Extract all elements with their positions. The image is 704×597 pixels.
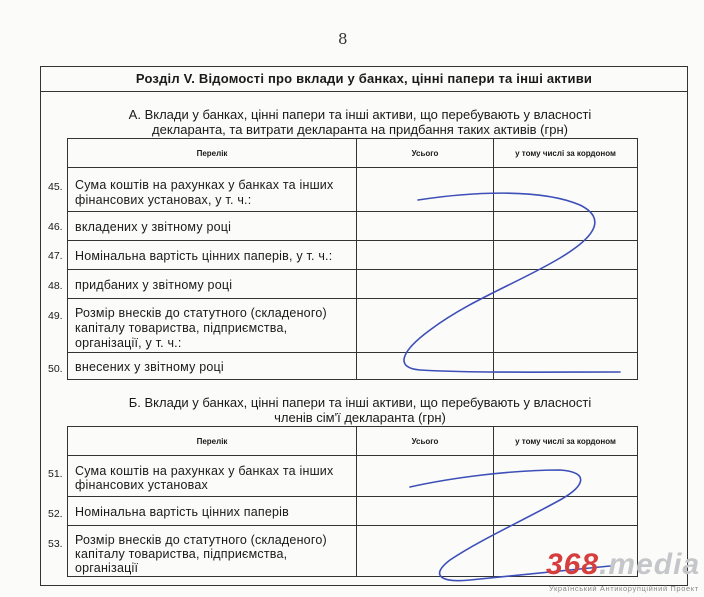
table-b-header-abroad: у тому числі за кордоном (493, 426, 638, 456)
table-a-header-abroad: у тому числі за кордоном (493, 138, 638, 168)
row-number: 47. (48, 250, 63, 262)
row-label: фінансових установах (75, 478, 208, 492)
row-number: 53. (48, 538, 63, 550)
row-label: придбаних у звітному році (75, 278, 233, 292)
row-label: Сума коштів на рахунках у банках та інших (75, 178, 334, 192)
row-number: 51. (48, 468, 63, 480)
row-label: Номінальна вартість цінних паперів, у т. ч.: (75, 249, 333, 263)
table-a-header-total: Усього (356, 138, 494, 168)
row-label: вкладених у звітному році (75, 220, 232, 234)
row-number: 50. (48, 363, 63, 375)
table-b-header-total: Усього (356, 426, 494, 456)
row-label: фінансових установах, у т. ч.: (75, 193, 252, 207)
row-number: 49. (48, 310, 63, 322)
subsection-b-title-line2: членів сім'ї декларанта (грн) (274, 410, 446, 425)
row-label: Розмір внесків до статутного (складеного) (75, 306, 327, 320)
subsection-a-title-line1: А. Вклади у банках, цінні папери та інші активи, що перебувають у власності (128, 107, 592, 122)
table-b-header-list: Перелік (67, 426, 357, 456)
row-label: капіталу товариства, підприємства, (75, 547, 288, 561)
watermark-brand-text: .media (599, 548, 701, 581)
row-label: організації, у т. ч.: (75, 336, 182, 350)
subsection-b-title-line1: Б. Вклади у банках, цінні папери та інші активи, що перебувають у власності (128, 395, 592, 410)
watermark-logo (546, 548, 700, 582)
watermark-brand-number: 368 (546, 548, 600, 581)
subsection-a-title-line2: декларанта, та витрати декларанта на придбання таких активів (грн) (152, 122, 568, 137)
row-label: внесених у звітному році (75, 360, 224, 374)
row-label: Номінальна вартість цінних паперів (75, 505, 289, 519)
row-number: 45. (48, 181, 63, 193)
pen-stroke-a (404, 193, 620, 372)
row-label: Сума коштів на рахунках у банках та інших (75, 464, 334, 478)
row-label: Розмір внесків до статутного (складеного) (75, 533, 327, 547)
page-number: 8 (338, 30, 348, 48)
row-number: 52. (48, 508, 63, 520)
row-number: 46. (48, 221, 63, 233)
watermark-tagline: Український Антикорупційний Проект (549, 584, 699, 593)
row-label: організації (75, 561, 139, 575)
row-label: капіталу товариства, підприємства, (75, 321, 288, 335)
table-a-header-list: Перелік (67, 138, 357, 168)
row-number: 48. (48, 280, 63, 292)
section-title: Розділ V. Відомості про вклади у банках, цінні папери та інші активи (40, 66, 688, 92)
